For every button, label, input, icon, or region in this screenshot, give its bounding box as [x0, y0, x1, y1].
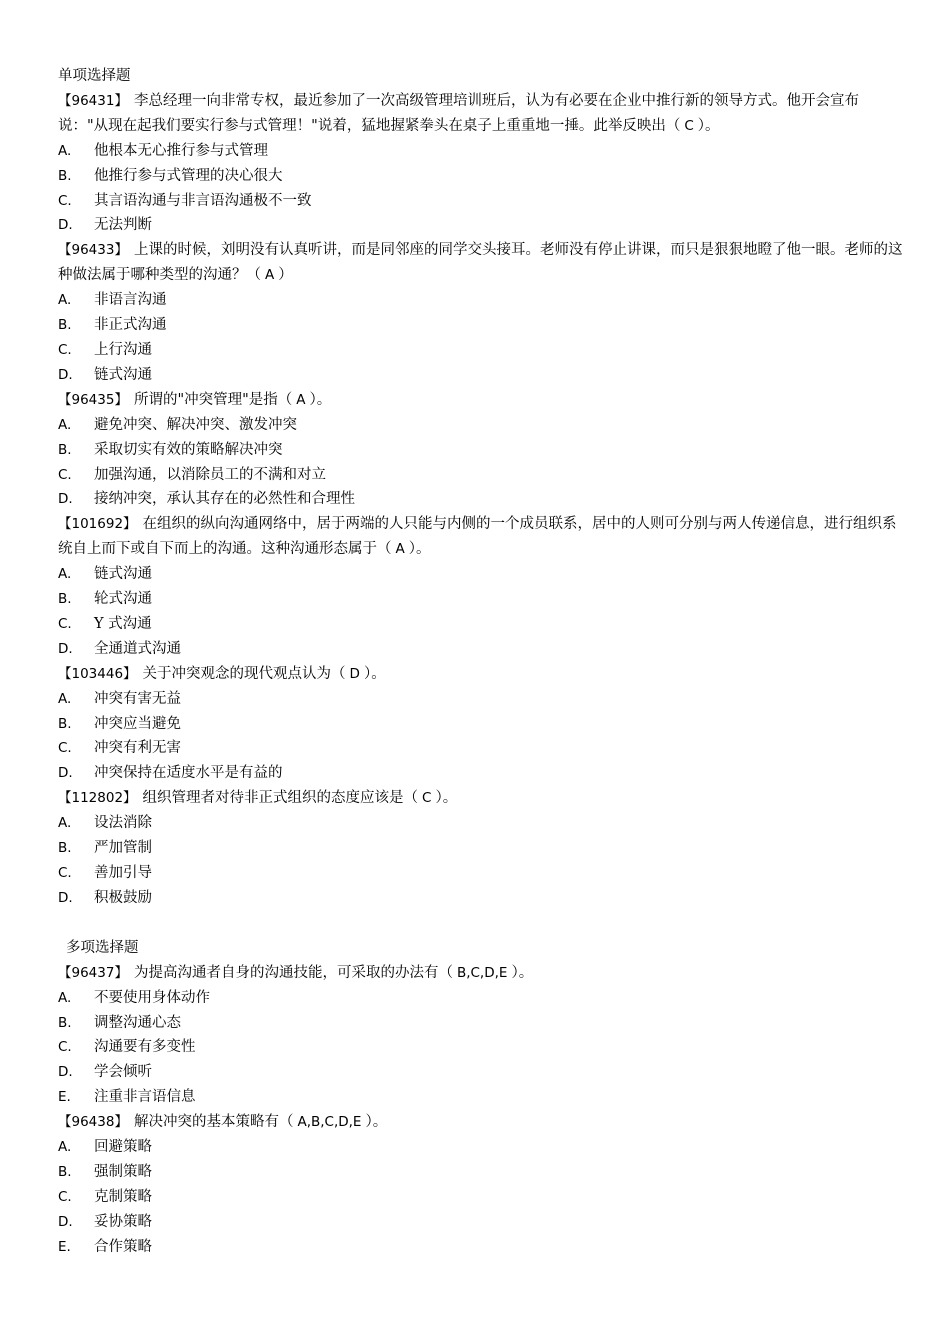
answer: A: [296, 391, 306, 408]
question-id: 【112802】: [58, 790, 137, 807]
question-112802: [58, 786, 908, 811]
option: A. 链式沟通: [58, 566, 152, 583]
answer: A: [265, 267, 275, 284]
option: A. 设法消除: [58, 815, 152, 832]
question-tail: ）: [278, 267, 293, 284]
option: C. 克制策略: [58, 1188, 152, 1205]
option: C. 善加引导: [58, 865, 152, 881]
question-96435: [58, 388, 908, 413]
question-id: 【96433】: [58, 242, 128, 259]
question-text: 解决冲突的基本策略有（: [133, 1114, 294, 1131]
question-101692: [58, 512, 908, 562]
option: D. 全通道式沟通: [58, 640, 181, 657]
option: D. 积极鼓励: [58, 889, 152, 906]
option: D. 链式沟通: [58, 366, 152, 383]
option: B. 他推行参与式管理的决心很大: [58, 167, 283, 184]
option: D. 学会倾听: [58, 1064, 152, 1081]
answer: C: [422, 790, 432, 807]
option: A. 不要使用身体动作: [58, 989, 210, 1006]
answer: C: [684, 117, 694, 134]
option: C. Y 式沟通: [58, 615, 152, 632]
question-id: 【96435】: [58, 391, 128, 408]
question-103446: [58, 662, 908, 687]
option: D. 无法判断: [58, 217, 152, 234]
option: E. 合作策略: [58, 1238, 152, 1255]
option: C. 上行沟通: [58, 341, 152, 358]
question-tail: ）。: [408, 541, 431, 558]
answer: B,C,D,E: [456, 964, 508, 981]
blank-line: [58, 911, 908, 936]
question-tail: ）。: [363, 665, 386, 682]
option: B. 强制策略: [58, 1163, 152, 1180]
question-text: 在组织的纵向沟通网络中，居于两端的人只能与内侧的一个成员联系，居中的人则可分别与两人传递信息，进行组织系统自上而下或自下而上的沟通。这种沟通形态属于（: [58, 516, 897, 558]
option: D. 妥协策略: [58, 1213, 152, 1230]
question-id: 【96431】: [58, 92, 128, 109]
option: D. 接纳冲突，承认其存在的必然性和合理性: [58, 491, 355, 508]
option: D. 冲突保持在适度水平是有益的: [58, 765, 283, 782]
question-text: 所谓的"冲突管理"是指（: [133, 391, 293, 408]
option: A. 非语言沟通: [58, 292, 167, 309]
option: B. 调整沟通心态: [58, 1014, 181, 1031]
option: B. 冲突应当避免: [58, 715, 181, 732]
document-page: [58, 64, 908, 1260]
option: C. 冲突有利无害: [58, 740, 181, 757]
option: B. 严加管制: [58, 840, 152, 857]
question-96438: [58, 1110, 908, 1135]
question-text: 组织管理者对待非正式组织的态度应该是（: [142, 790, 419, 807]
option: A. 回避策略: [58, 1139, 152, 1156]
question-text: 关于冲突观念的现代观点认为（: [142, 665, 346, 682]
option: C. 其言语沟通与非言语沟通极不一致: [58, 192, 312, 209]
option: A. 他根本无心推行参与式管理: [58, 142, 268, 159]
answer: D: [349, 665, 360, 682]
question-tail: ）。: [697, 117, 720, 134]
question-96437: [58, 961, 908, 986]
question-text: 上课的时候，刘明没有认真听讲，而是同邻座的同学交头接耳。老师没有停止讲课，而只是狠狠地瞪了他一眼。老师的这种做法属于哪种类型的沟通？（: [58, 242, 903, 284]
question-96433: [58, 238, 908, 288]
question-tail: ）。: [309, 391, 332, 408]
option: C. 沟通要有多变性: [58, 1039, 196, 1056]
option: A. 避免冲突、解决冲突、激发冲突: [58, 416, 297, 433]
question-tail: ）。: [435, 790, 458, 807]
answer: A: [395, 541, 405, 558]
option: B. 轮式沟通: [58, 591, 152, 608]
question-text: 为提高沟通者自身的沟通技能，可采取的办法有（: [133, 964, 453, 981]
section-heading-single: 单项选择题: [58, 68, 131, 84]
question-tail: ）。: [511, 964, 534, 981]
question-id: 【96437】: [58, 964, 128, 981]
question-tail: ）。: [365, 1114, 388, 1131]
option: B. 非正式沟通: [58, 317, 167, 334]
question-96431: [58, 89, 908, 139]
answer: A,B,C,D,E: [297, 1114, 362, 1131]
option: C. 加强沟通，以消除员工的不满和对立: [58, 466, 326, 483]
section-heading-multi: 多项选择题: [66, 939, 139, 956]
option: A. 冲突有害无益: [58, 690, 181, 707]
question-id: 【96438】: [58, 1114, 128, 1131]
option: B. 采取切实有效的策略解决冲突: [58, 441, 283, 458]
question-id: 【103446】: [58, 665, 137, 682]
question-id: 【101692】: [58, 516, 137, 533]
question-text: 李总经理一向非常专权，最近参加了一次高级管理培训班后，认为有必要在企业中推行新的领导方式。他开会宣布说："从现在起我们要实行参与式管理！"说着，猛地握紧拳头在桌子上重重地一捶。此举反映出（: [58, 92, 859, 134]
option: E. 注重非言语信息: [58, 1089, 196, 1106]
